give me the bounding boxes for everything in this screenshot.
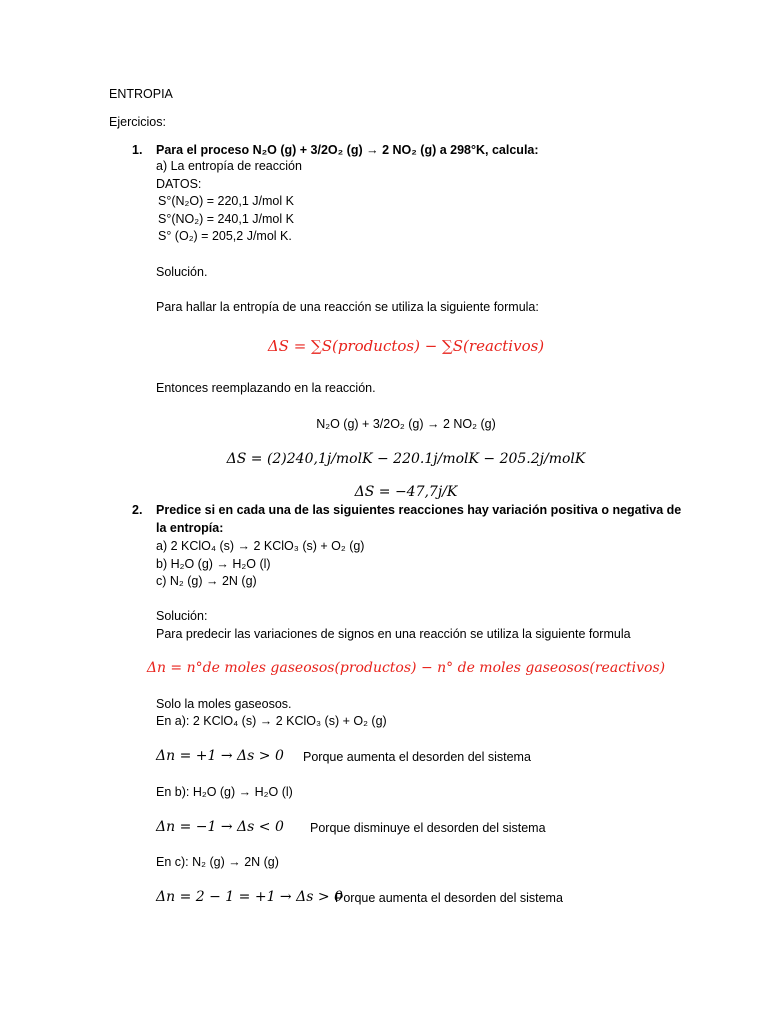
case-a-label: En a): 2 KClO₄ (s) → 2 KClO₃ (s) + O₂ (g) xyxy=(156,714,387,728)
document-title: ENTROPIA xyxy=(109,87,173,101)
entropy-calculation: ΔS = (2)240,1j/molK − 220.1j/molK − 205.2j/molK xyxy=(226,451,586,467)
exercise-2-statement-line2: la entropía: xyxy=(156,521,224,535)
case-c-reason: Porque aumenta el desorden del sistema xyxy=(335,891,563,905)
case-a-math: Δn = +1 → Δs > 0 xyxy=(156,748,284,764)
moles-formula: Δn = n°de moles gaseosos(productos) − n° de moles gaseosos(reactivos) xyxy=(146,660,666,676)
replace-text: Entonces reemplazando en la reacción. xyxy=(156,381,376,395)
section-heading: Ejercicios: xyxy=(109,115,166,129)
case-c-math: Δn = 2 − 1 = +1 → Δs > 0 xyxy=(156,889,343,905)
case-b-reason: Porque disminuye el desorden del sistema xyxy=(310,821,546,835)
exercise-1-part-a: a) La entropía de reacción xyxy=(156,159,302,173)
exercise-1-statement: Para el proceso N₂O (g) + 3/2O₂ (g) → 2 NO₂ (g) a 298°K, calcula: xyxy=(156,143,539,157)
solution-1-label: Solución. xyxy=(156,265,208,279)
reaction-equation: N₂O (g) + 3/2O₂ (g) → 2 NO₂ (g) xyxy=(316,417,496,431)
entropy-result: ΔS = −47,7j/K xyxy=(354,484,458,500)
reaction-b: b) H₂O (g) → H₂O (l) xyxy=(156,557,271,571)
solution-2-label: Solución: xyxy=(156,609,208,623)
dato-n2o: S°(N₂O) = 220,1 J/mol K xyxy=(158,194,294,208)
case-b-math: Δn = −1 → Δs < 0 xyxy=(156,819,284,835)
reaction-a: a) 2 KClO₄ (s) → 2 KClO₃ (s) + O₂ (g) xyxy=(156,539,365,553)
entropy-formula: ΔS = ∑S(productos) − ∑S(reactivos) xyxy=(267,337,545,355)
datos-label: DATOS: xyxy=(156,177,202,191)
case-b-label: En b): H₂O (g) → H₂O (l) xyxy=(156,785,293,799)
case-c-label: En c): N₂ (g) → 2N (g) xyxy=(156,855,279,869)
case-a-reason: Porque aumenta el desorden del sistema xyxy=(303,750,531,764)
moles-note: Solo la moles gaseosos. xyxy=(156,697,292,711)
exercise-1-number: 1. xyxy=(132,143,143,157)
reaction-c: c) N₂ (g) → 2N (g) xyxy=(156,574,257,588)
solution-2-intro: Para predecir las variaciones de signos en una reacción se utiliza la siguiente formula xyxy=(156,627,631,641)
dato-no2: S°(NO₂) = 240,1 J/mol K xyxy=(158,212,294,226)
dato-o2: S° (O₂) = 205,2 J/mol K. xyxy=(158,229,292,243)
exercise-2-statement-line1: Predice si en cada una de las siguientes reacciones hay variación positiva o negativa de xyxy=(156,503,682,517)
exercise-2-number: 2. xyxy=(132,503,143,517)
solution-1-intro: Para hallar la entropía de una reacción se utiliza la siguiente formula: xyxy=(156,300,539,314)
